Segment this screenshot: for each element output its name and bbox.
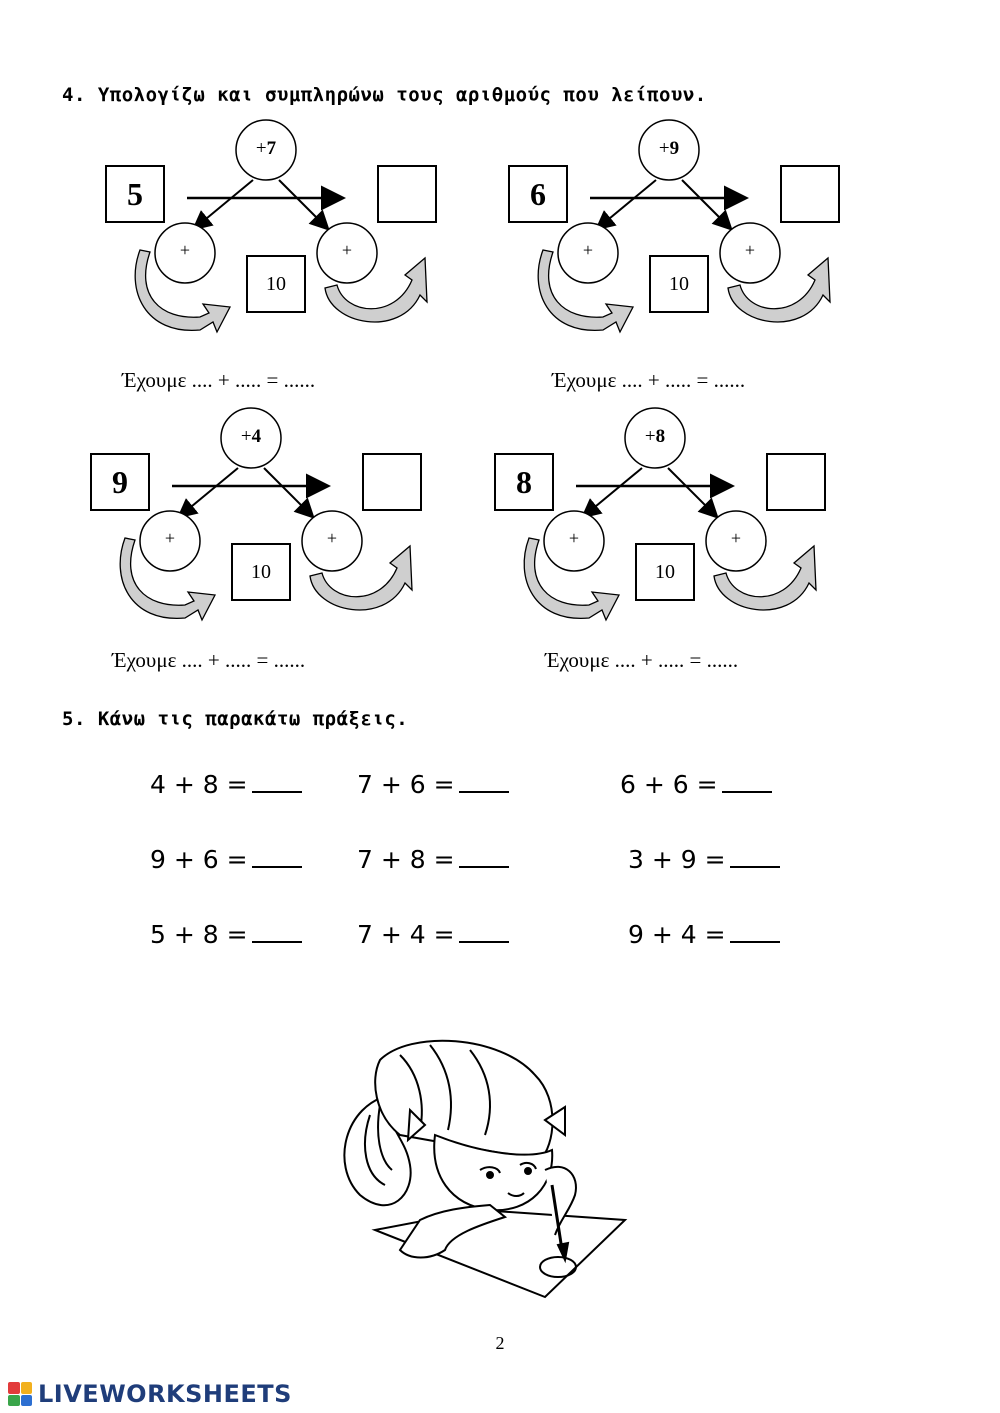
page-number: 2 [495,1333,505,1353]
right-split-circle-label[interactable]: + [744,240,756,260]
brand-name[interactable]: LIVEWORKSHEETS [38,1380,292,1408]
answer-blank[interactable] [730,921,780,943]
add-amount-label: +8 [644,426,666,447]
equation-line-2: Έχουμε .... + ..... = ...... [552,368,746,392]
add-amount-label: +7 [255,138,277,159]
ten-box: 10 [231,543,291,601]
exercise-4-heading: 4. Υπολογίζω και συμπληρώνω τους αριθμούς που λείπουν. [62,84,707,106]
add-amount-label: +4 [240,426,262,447]
addition-diagram-3 [90,408,450,628]
ten-box: 10 [246,255,306,313]
operation-row1-col2: 7 + 6 = [357,770,509,799]
operation-row3-col3: 9 + 4 = [628,920,780,949]
add-amount-label: +9 [658,138,680,159]
start-number-box: 6 [508,165,568,223]
addition-diagram-1 [105,120,465,340]
start-number-box: 5 [105,165,165,223]
answer-blank[interactable] [459,846,509,868]
operation-row3-col1: 5 + 8 = [150,920,302,949]
answer-blank[interactable] [730,846,780,868]
addition-diagram-4 [494,408,854,628]
left-split-circle-label[interactable]: + [568,528,580,548]
answer-blank[interactable] [722,771,772,793]
answer-blank[interactable] [252,921,302,943]
start-number-box: 8 [494,453,554,511]
equation-line-3: Έχουμε .... + ..... = ...... [112,648,306,672]
exercise-5-heading: 5. Κάνω τις παρακάτω πράξεις. [62,708,409,730]
ten-box: 10 [635,543,695,601]
start-number-box: 9 [90,453,150,511]
operation-row2-col2: 7 + 8 = [357,845,509,874]
answer-box[interactable] [766,453,826,511]
operation-row2-col1: 9 + 6 = [150,845,302,874]
answer-box[interactable] [780,165,840,223]
answer-blank[interactable] [252,771,302,793]
answer-blank[interactable] [252,846,302,868]
right-split-circle-label[interactable]: + [730,528,742,548]
right-split-circle-label[interactable]: + [326,528,338,548]
answer-blank[interactable] [459,771,509,793]
addition-diagram-2 [508,120,868,340]
answer-box[interactable] [362,453,422,511]
equation-line-1: Έχουμε .... + ..... = ...... [122,368,316,392]
operation-row3-col2: 7 + 4 = [357,920,509,949]
left-split-circle-label[interactable]: + [582,240,594,260]
left-split-circle-label[interactable]: + [179,240,191,260]
operation-row1-col3: 6 + 6 = [620,770,772,799]
left-split-circle-label[interactable]: + [164,528,176,548]
footer [8,1380,292,1408]
equation-line-4: Έχουμε .... + ..... = ...... [545,648,739,672]
girl-writing-icon [330,1035,630,1305]
operation-row2-col3: 3 + 9 = [628,845,780,874]
right-split-circle-label[interactable]: + [341,240,353,260]
operation-row1-col1: 4 + 8 = [150,770,302,799]
liveworksheets-logo-icon [8,1382,32,1406]
answer-box[interactable] [377,165,437,223]
ten-box: 10 [649,255,709,313]
answer-blank[interactable] [459,921,509,943]
